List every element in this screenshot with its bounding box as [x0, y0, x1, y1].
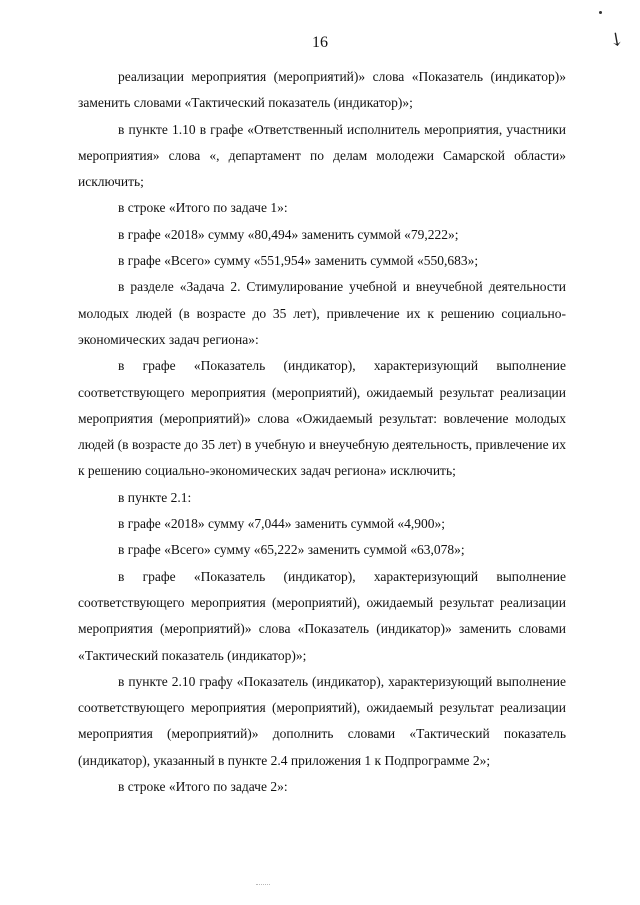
- scan-speck: [599, 11, 602, 14]
- paragraph: в строке «Итого по задаче 1»:: [118, 200, 288, 216]
- paragraph: в графе «Всего» сумму «551,954» заменить суммой «550,683»;: [118, 253, 479, 269]
- scan-corner-mark: ↘: [604, 26, 629, 52]
- paragraph: в разделе «Задача 2. Стимулирование учебной и внеучебной деятельности молодых людей (в возрасте до 35 лет), привлечение их к решению социально-экономических задач региона»:: [78, 279, 566, 347]
- paragraph: реализации мероприятия (мероприятий)» слова «Показатель (индикатор)» заменить словами «Тактический показатель (индикатор)»;: [78, 69, 566, 111]
- page-number: 16: [312, 34, 328, 51]
- paragraph: в графе «2018» сумму «7,044» заменить суммой «4,900»;: [118, 516, 446, 532]
- paragraph: в строке «Итого по задаче 2»:: [118, 779, 288, 795]
- paragraph: в графе «2018» сумму «80,494» заменить суммой «79,222»;: [118, 226, 459, 242]
- paragraph: в пункте 2.10 графу «Показатель (индикатор), характеризующий выполнение соответствующего мероприятия (мероприятий), ожидаемый результат реализации мероприятия (мероприятий)» дополнить словами «Тактический показатель (индикатор), указанный в пункте 2.4 приложения 1 к Подпрограмме 2»;: [78, 673, 566, 768]
- paragraph: в графе «Показатель (индикатор), характеризующий выполнение соответствующего мероприятия (мероприятий), ожидаемый результат реализации мероприятия (мероприятий)» слова «Ожидаемый результат: вовлечение молодых людей (в возрасте до 35 лет) в учебную и внеучебную деятельность, привлечение их к решению социально-экономических задач региона» исключить;: [78, 358, 566, 479]
- paragraph: в пункте 2.1:: [118, 489, 192, 505]
- paragraph: в пункте 1.10 в графе «Ответственный исполнитель мероприятия, участники мероприятия» слова «, департамент по делам молодежи Самарской области» исключить;: [78, 121, 566, 190]
- paragraph: в графе «Всего» сумму «65,222» заменить суммой «63,078»;: [118, 542, 465, 558]
- paragraph: в графе «Показатель (индикатор), характеризующий выполнение соответствующего мероприятия (мероприятий), ожидаемый результат реализации мероприятия (мероприятий)» слова «Показатель (индикатор)» заменить словами «Тактический показатель (индикатор)»;: [78, 568, 566, 663]
- document-body: [78, 64, 566, 800]
- scan-bottom-mark: [256, 884, 270, 886]
